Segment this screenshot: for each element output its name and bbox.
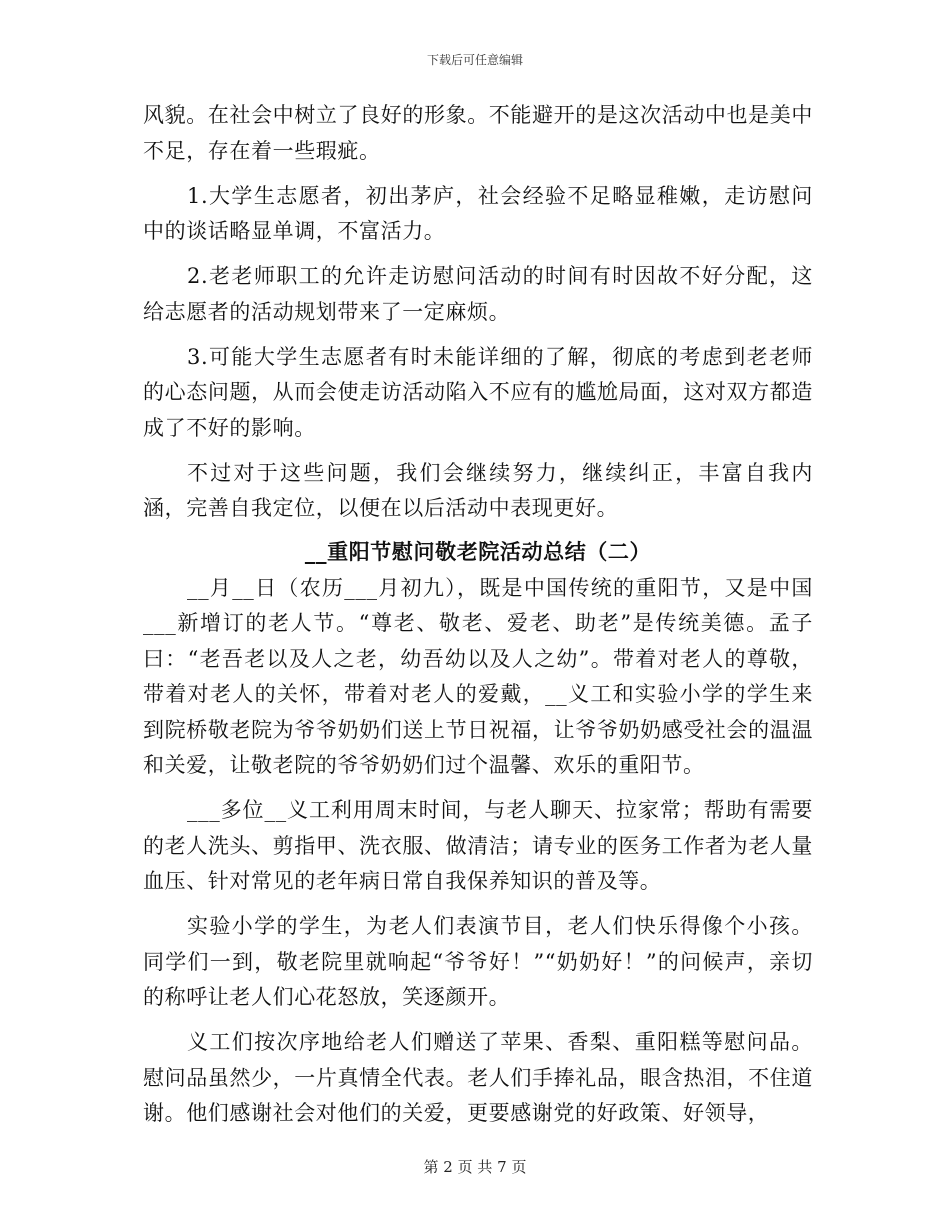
list-item: 2.老老师职工的允许走访慰问活动的时间有时因故不好分配，这给志愿者的活动规划带来了一定麻烦。 (143, 264, 813, 324)
paragraph: ___多位__义工利用周末时间，与老人聊天、拉家常；帮助有需要的老人洗头、剪指甲、洗衣服、做清洁；请专业的医务工作者为老人量血压、针对常见的老年病日常自我保养知识的普及等。 (143, 798, 813, 893)
paragraph: 义工们按次序地给老人们赠送了苹果、香梨、重阳糕等慰问品。慰问品虽然少，一片真情全代表。老人们手捧礼品，眼含热泪，不住道谢。他们感谢社会对他们的关爱，更要感谢党的好政策、好领导， (143, 1030, 813, 1125)
paragraph: 不过对于这些问题，我们会继续努力，继续纠正，丰富自我内涵，完善自我定位，以便在以后活动中表现更好。 (143, 460, 813, 520)
list-item: 3.可能大学生志愿者有时未能详细的了解，彻底的考虑到老老师的心态问题，从而会使走访活动陷入不应有的尴尬局面，这对双方都造成了不好的影响。 (143, 344, 813, 440)
document-body (143, 98, 813, 1132)
section-title: __重阳节慰问敬老院活动总结（二） (304, 539, 652, 564)
list-item: 1.大学生志愿者，初出茅庐，社会经验不足略显稚嫩，走访慰问中的谈话略显单调，不富活力。 (143, 183, 813, 243)
paragraph: 风貌。在社会中树立了良好的形象。不能避开的是这次活动中也是美中不足，存在着一些瑕疵。 (143, 103, 813, 163)
paragraph: 实验小学的学生，为老人们表演节目，老人们快乐得像个小孩。同学们一到，敬老院里就响起“爷爷好！”“奶奶好！”的问候声，亲切的称呼让老人们心花怒放，笑逐颜开。 (143, 914, 813, 1009)
page-number: 第 2 页 共 7 页 (423, 1158, 527, 1176)
page-header: 下载后可任意编辑 (426, 53, 523, 67)
paragraph: __月__日（农历___月初九），既是中国传统的重阳节，又是中国___新增订的老人节。“尊老、敬老、爱老、助老”是传统美德。孟子曰：“老吾老以及人之老，幼吾幼以及人之幼”。带着对老人的尊敬，带着对老人的关怀，带着对老人的爱戴，__义工和实验小学的学生来到院桥敬老院为爷爷奶奶们送上节日祝福，让爷爷奶奶感受社会的温温和关爱，让敬老院的爷爷奶奶们过个温馨、欢乐的重阳节。 (143, 575, 813, 777)
